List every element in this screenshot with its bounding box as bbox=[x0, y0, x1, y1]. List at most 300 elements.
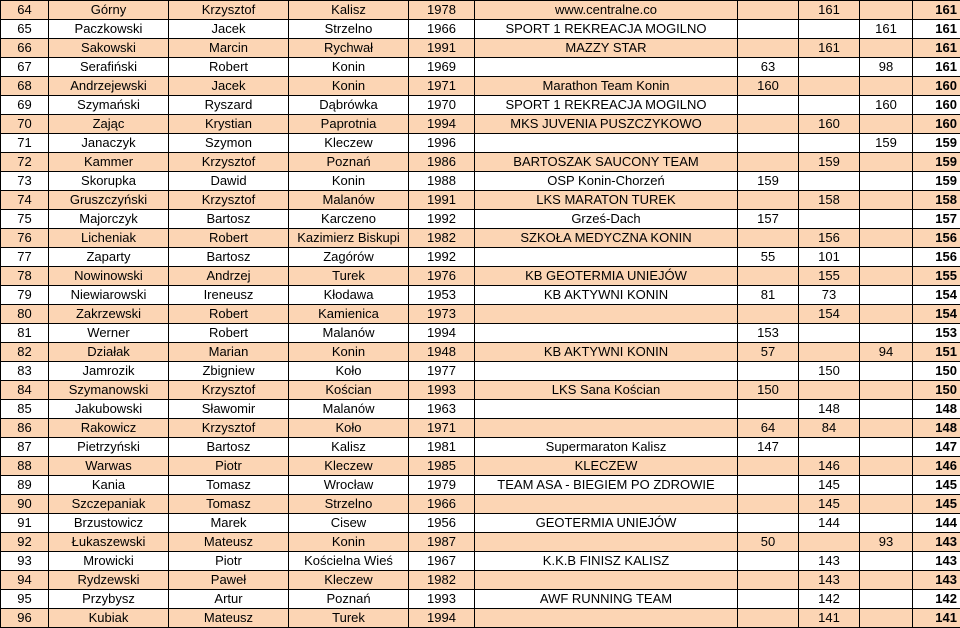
score-1-cell bbox=[738, 134, 799, 153]
total-cell: 143 bbox=[913, 571, 960, 590]
table-row bbox=[1, 419, 960, 438]
score-1-cell bbox=[738, 609, 799, 628]
score-2-cell bbox=[799, 533, 860, 552]
score-3-cell bbox=[860, 248, 913, 267]
city-cell: Konin bbox=[289, 172, 409, 191]
score-3-cell bbox=[860, 552, 913, 571]
club-cell: SPORT 1 REKREACJA MOGILNO bbox=[475, 20, 738, 39]
city-cell: Kościan bbox=[289, 381, 409, 400]
table-row bbox=[1, 115, 960, 134]
score-3-cell: 93 bbox=[860, 533, 913, 552]
table-row bbox=[1, 305, 960, 324]
city-cell: Wrocław bbox=[289, 476, 409, 495]
position-cell: 85 bbox=[1, 400, 49, 419]
surname-cell: Brzustowicz bbox=[49, 514, 169, 533]
score-3-cell bbox=[860, 115, 913, 134]
surname-cell: Zając bbox=[49, 115, 169, 134]
table-row bbox=[1, 457, 960, 476]
total-cell: 160 bbox=[913, 115, 960, 134]
birth-year-cell: 1956 bbox=[409, 514, 475, 533]
score-1-cell bbox=[738, 191, 799, 210]
club-cell bbox=[475, 305, 738, 324]
birth-year-cell: 1986 bbox=[409, 153, 475, 172]
first-name-cell: Bartosz bbox=[169, 438, 289, 457]
score-3-cell bbox=[860, 495, 913, 514]
score-1-cell bbox=[738, 362, 799, 381]
birth-year-cell: 1970 bbox=[409, 96, 475, 115]
city-cell: Konin bbox=[289, 343, 409, 362]
score-3-cell bbox=[860, 514, 913, 533]
table-row bbox=[1, 438, 960, 457]
first-name-cell: Marek bbox=[169, 514, 289, 533]
score-3-cell: 159 bbox=[860, 134, 913, 153]
score-1-cell bbox=[738, 305, 799, 324]
score-1-cell bbox=[738, 400, 799, 419]
birth-year-cell: 1993 bbox=[409, 381, 475, 400]
first-name-cell: Robert bbox=[169, 305, 289, 324]
total-cell: 147 bbox=[913, 438, 960, 457]
position-cell: 79 bbox=[1, 286, 49, 305]
city-cell: Turek bbox=[289, 267, 409, 286]
score-1-cell bbox=[738, 495, 799, 514]
first-name-cell: Dawid bbox=[169, 172, 289, 191]
first-name-cell: Mateusz bbox=[169, 609, 289, 628]
score-2-cell bbox=[799, 172, 860, 191]
city-cell: Paprotnia bbox=[289, 115, 409, 134]
score-3-cell bbox=[860, 229, 913, 248]
table-row bbox=[1, 248, 960, 267]
score-1-cell: 153 bbox=[738, 324, 799, 343]
birth-year-cell: 1985 bbox=[409, 457, 475, 476]
score-2-cell: 73 bbox=[799, 286, 860, 305]
surname-cell: Jamrozik bbox=[49, 362, 169, 381]
surname-cell: Sakowski bbox=[49, 39, 169, 58]
total-cell: 143 bbox=[913, 533, 960, 552]
position-cell: 76 bbox=[1, 229, 49, 248]
table-row bbox=[1, 552, 960, 571]
position-cell: 80 bbox=[1, 305, 49, 324]
total-cell: 145 bbox=[913, 495, 960, 514]
score-1-cell bbox=[738, 115, 799, 134]
city-cell: Koło bbox=[289, 362, 409, 381]
position-cell: 92 bbox=[1, 533, 49, 552]
club-cell: KB AKTYWNI KONIN bbox=[475, 286, 738, 305]
position-cell: 75 bbox=[1, 210, 49, 229]
position-cell: 89 bbox=[1, 476, 49, 495]
club-cell: Supermaraton Kalisz bbox=[475, 438, 738, 457]
table-row bbox=[1, 77, 960, 96]
first-name-cell: Krzysztof bbox=[169, 191, 289, 210]
score-3-cell bbox=[860, 305, 913, 324]
total-cell: 154 bbox=[913, 305, 960, 324]
total-cell: 145 bbox=[913, 476, 960, 495]
position-cell: 94 bbox=[1, 571, 49, 590]
city-cell: Zagórów bbox=[289, 248, 409, 267]
birth-year-cell: 1991 bbox=[409, 39, 475, 58]
total-cell: 148 bbox=[913, 419, 960, 438]
score-2-cell: 155 bbox=[799, 267, 860, 286]
score-2-cell: 144 bbox=[799, 514, 860, 533]
position-cell: 70 bbox=[1, 115, 49, 134]
total-cell: 161 bbox=[913, 58, 960, 77]
score-3-cell bbox=[860, 419, 913, 438]
club-cell: OSP Konin-Chorzeń bbox=[475, 172, 738, 191]
score-3-cell bbox=[860, 191, 913, 210]
total-cell: 158 bbox=[913, 191, 960, 210]
score-3-cell bbox=[860, 571, 913, 590]
surname-cell: Mrowicki bbox=[49, 552, 169, 571]
table-row bbox=[1, 191, 960, 210]
total-cell: 160 bbox=[913, 96, 960, 115]
city-cell: Kleczew bbox=[289, 571, 409, 590]
total-cell: 143 bbox=[913, 552, 960, 571]
position-cell: 83 bbox=[1, 362, 49, 381]
surname-cell: Górny bbox=[49, 1, 169, 20]
first-name-cell: Zbigniew bbox=[169, 362, 289, 381]
total-cell: 154 bbox=[913, 286, 960, 305]
city-cell: Kazimierz Biskupi bbox=[289, 229, 409, 248]
score-1-cell bbox=[738, 267, 799, 286]
position-cell: 65 bbox=[1, 20, 49, 39]
birth-year-cell: 1976 bbox=[409, 267, 475, 286]
score-2-cell: 145 bbox=[799, 495, 860, 514]
position-cell: 74 bbox=[1, 191, 49, 210]
score-3-cell bbox=[860, 381, 913, 400]
city-cell: Kleczew bbox=[289, 134, 409, 153]
city-cell: Turek bbox=[289, 609, 409, 628]
city-cell: Malanów bbox=[289, 324, 409, 343]
first-name-cell: Krzysztof bbox=[169, 1, 289, 20]
birth-year-cell: 1963 bbox=[409, 400, 475, 419]
club-cell: www.centralne.co bbox=[475, 1, 738, 20]
score-2-cell bbox=[799, 381, 860, 400]
club-cell bbox=[475, 324, 738, 343]
surname-cell: Nowinowski bbox=[49, 267, 169, 286]
club-cell: KB AKTYWNI KONIN bbox=[475, 343, 738, 362]
score-1-cell: 160 bbox=[738, 77, 799, 96]
score-2-cell: 161 bbox=[799, 1, 860, 20]
score-2-cell bbox=[799, 438, 860, 457]
score-2-cell bbox=[799, 324, 860, 343]
club-cell: LKS Sana Kościan bbox=[475, 381, 738, 400]
club-cell bbox=[475, 571, 738, 590]
score-2-cell bbox=[799, 343, 860, 362]
first-name-cell: Ireneusz bbox=[169, 286, 289, 305]
birth-year-cell: 1953 bbox=[409, 286, 475, 305]
birth-year-cell: 1982 bbox=[409, 571, 475, 590]
surname-cell: Kania bbox=[49, 476, 169, 495]
birth-year-cell: 1948 bbox=[409, 343, 475, 362]
total-cell: 159 bbox=[913, 134, 960, 153]
score-1-cell bbox=[738, 457, 799, 476]
table-row bbox=[1, 286, 960, 305]
score-3-cell bbox=[860, 153, 913, 172]
first-name-cell: Andrzej bbox=[169, 267, 289, 286]
birth-year-cell: 1966 bbox=[409, 20, 475, 39]
city-cell: Rychwał bbox=[289, 39, 409, 58]
position-cell: 66 bbox=[1, 39, 49, 58]
club-cell: AWF RUNNING TEAM bbox=[475, 590, 738, 609]
position-cell: 68 bbox=[1, 77, 49, 96]
score-3-cell bbox=[860, 172, 913, 191]
city-cell: Kościelna Wieś bbox=[289, 552, 409, 571]
club-cell: GEOTERMIA UNIEJÓW bbox=[475, 514, 738, 533]
club-cell: MAZZY STAR bbox=[475, 39, 738, 58]
first-name-cell: Krzysztof bbox=[169, 381, 289, 400]
table-row bbox=[1, 343, 960, 362]
table-row bbox=[1, 39, 960, 58]
position-cell: 73 bbox=[1, 172, 49, 191]
score-3-cell bbox=[860, 77, 913, 96]
birth-year-cell: 1992 bbox=[409, 248, 475, 267]
score-3-cell bbox=[860, 457, 913, 476]
club-cell: KLECZEW bbox=[475, 457, 738, 476]
club-cell bbox=[475, 248, 738, 267]
club-cell: BARTOSZAK SAUCONY TEAM bbox=[475, 153, 738, 172]
first-name-cell: Tomasz bbox=[169, 476, 289, 495]
score-3-cell: 98 bbox=[860, 58, 913, 77]
surname-cell: Serafiński bbox=[49, 58, 169, 77]
score-2-cell: 158 bbox=[799, 191, 860, 210]
first-name-cell: Bartosz bbox=[169, 248, 289, 267]
table-row bbox=[1, 229, 960, 248]
score-2-cell: 160 bbox=[799, 115, 860, 134]
birth-year-cell: 1967 bbox=[409, 552, 475, 571]
score-3-cell bbox=[860, 400, 913, 419]
table-row bbox=[1, 58, 960, 77]
score-1-cell bbox=[738, 20, 799, 39]
first-name-cell: Artur bbox=[169, 590, 289, 609]
city-cell: Poznań bbox=[289, 153, 409, 172]
city-cell: Cisew bbox=[289, 514, 409, 533]
surname-cell: Pietrzyński bbox=[49, 438, 169, 457]
results-table-body bbox=[1, 1, 960, 628]
position-cell: 82 bbox=[1, 343, 49, 362]
score-1-cell bbox=[738, 153, 799, 172]
city-cell: Kalisz bbox=[289, 1, 409, 20]
surname-cell: Licheniak bbox=[49, 229, 169, 248]
table-row bbox=[1, 514, 960, 533]
position-cell: 77 bbox=[1, 248, 49, 267]
score-1-cell bbox=[738, 590, 799, 609]
club-cell bbox=[475, 609, 738, 628]
birth-year-cell: 1992 bbox=[409, 210, 475, 229]
score-2-cell: 159 bbox=[799, 153, 860, 172]
city-cell: Strzelno bbox=[289, 20, 409, 39]
total-cell: 150 bbox=[913, 362, 960, 381]
score-2-cell: 148 bbox=[799, 400, 860, 419]
score-1-cell: 147 bbox=[738, 438, 799, 457]
club-cell bbox=[475, 58, 738, 77]
birth-year-cell: 1987 bbox=[409, 533, 475, 552]
first-name-cell: Jacek bbox=[169, 20, 289, 39]
city-cell: Kłodawa bbox=[289, 286, 409, 305]
score-3-cell bbox=[860, 1, 913, 20]
city-cell: Konin bbox=[289, 58, 409, 77]
city-cell: Konin bbox=[289, 533, 409, 552]
city-cell: Konin bbox=[289, 77, 409, 96]
score-3-cell bbox=[860, 362, 913, 381]
table-row bbox=[1, 96, 960, 115]
club-cell: K.K.B FINISZ KALISZ bbox=[475, 552, 738, 571]
score-1-cell: 157 bbox=[738, 210, 799, 229]
surname-cell: Jakubowski bbox=[49, 400, 169, 419]
table-row bbox=[1, 134, 960, 153]
table-row bbox=[1, 324, 960, 343]
birth-year-cell: 1973 bbox=[409, 305, 475, 324]
score-2-cell: 156 bbox=[799, 229, 860, 248]
position-cell: 86 bbox=[1, 419, 49, 438]
surname-cell: Kubiak bbox=[49, 609, 169, 628]
table-row bbox=[1, 400, 960, 419]
total-cell: 155 bbox=[913, 267, 960, 286]
first-name-cell: Krystian bbox=[169, 115, 289, 134]
birth-year-cell: 1977 bbox=[409, 362, 475, 381]
score-2-cell bbox=[799, 77, 860, 96]
table-row bbox=[1, 20, 960, 39]
first-name-cell: Bartosz bbox=[169, 210, 289, 229]
club-cell: LKS MARATON TUREK bbox=[475, 191, 738, 210]
city-cell: Malanów bbox=[289, 400, 409, 419]
score-1-cell bbox=[738, 552, 799, 571]
score-1-cell: 150 bbox=[738, 381, 799, 400]
score-3-cell: 94 bbox=[860, 343, 913, 362]
score-2-cell: 143 bbox=[799, 552, 860, 571]
position-cell: 91 bbox=[1, 514, 49, 533]
total-cell: 148 bbox=[913, 400, 960, 419]
total-cell: 161 bbox=[913, 1, 960, 20]
score-1-cell bbox=[738, 514, 799, 533]
total-cell: 151 bbox=[913, 343, 960, 362]
first-name-cell: Robert bbox=[169, 229, 289, 248]
surname-cell: Szymański bbox=[49, 96, 169, 115]
club-cell: MKS JUVENIA PUSZCZYKOWO bbox=[475, 115, 738, 134]
table-row bbox=[1, 381, 960, 400]
total-cell: 159 bbox=[913, 153, 960, 172]
position-cell: 84 bbox=[1, 381, 49, 400]
birth-year-cell: 1981 bbox=[409, 438, 475, 457]
score-3-cell bbox=[860, 286, 913, 305]
first-name-cell: Krzysztof bbox=[169, 419, 289, 438]
club-cell: SZKOŁA MEDYCZNA KONIN bbox=[475, 229, 738, 248]
birth-year-cell: 1994 bbox=[409, 324, 475, 343]
table-row bbox=[1, 267, 960, 286]
birth-year-cell: 1971 bbox=[409, 419, 475, 438]
position-cell: 95 bbox=[1, 590, 49, 609]
city-cell: Kamienica bbox=[289, 305, 409, 324]
city-cell: Poznań bbox=[289, 590, 409, 609]
birth-year-cell: 1982 bbox=[409, 229, 475, 248]
club-cell bbox=[475, 362, 738, 381]
score-3-cell: 161 bbox=[860, 20, 913, 39]
first-name-cell: Marcin bbox=[169, 39, 289, 58]
score-3-cell bbox=[860, 609, 913, 628]
birth-year-cell: 1971 bbox=[409, 77, 475, 96]
club-cell: TEAM ASA - BIEGIEM PO ZDROWIE bbox=[475, 476, 738, 495]
surname-cell: Werner bbox=[49, 324, 169, 343]
score-3-cell bbox=[860, 210, 913, 229]
surname-cell: Skorupka bbox=[49, 172, 169, 191]
score-1-cell: 64 bbox=[738, 419, 799, 438]
total-cell: 153 bbox=[913, 324, 960, 343]
first-name-cell: Tomasz bbox=[169, 495, 289, 514]
city-cell: Kleczew bbox=[289, 457, 409, 476]
surname-cell: Rakowicz bbox=[49, 419, 169, 438]
position-cell: 93 bbox=[1, 552, 49, 571]
first-name-cell: Robert bbox=[169, 58, 289, 77]
surname-cell: Zakrzewski bbox=[49, 305, 169, 324]
birth-year-cell: 1988 bbox=[409, 172, 475, 191]
birth-year-cell: 1996 bbox=[409, 134, 475, 153]
score-2-cell: 84 bbox=[799, 419, 860, 438]
surname-cell: Warwas bbox=[49, 457, 169, 476]
total-cell: 150 bbox=[913, 381, 960, 400]
surname-cell: Łukaszewski bbox=[49, 533, 169, 552]
score-1-cell bbox=[738, 96, 799, 115]
total-cell: 141 bbox=[913, 609, 960, 628]
position-cell: 67 bbox=[1, 58, 49, 77]
total-cell: 156 bbox=[913, 248, 960, 267]
score-3-cell bbox=[860, 267, 913, 286]
surname-cell: Paczkowski bbox=[49, 20, 169, 39]
score-3-cell bbox=[860, 590, 913, 609]
city-cell: Koło bbox=[289, 419, 409, 438]
surname-cell: Kammer bbox=[49, 153, 169, 172]
total-cell: 157 bbox=[913, 210, 960, 229]
first-name-cell: Robert bbox=[169, 324, 289, 343]
city-cell: Dąbrówka bbox=[289, 96, 409, 115]
total-cell: 142 bbox=[913, 590, 960, 609]
score-1-cell: 81 bbox=[738, 286, 799, 305]
first-name-cell: Ryszard bbox=[169, 96, 289, 115]
score-1-cell bbox=[738, 476, 799, 495]
first-name-cell: Krzysztof bbox=[169, 153, 289, 172]
score-1-cell bbox=[738, 39, 799, 58]
total-cell: 144 bbox=[913, 514, 960, 533]
position-cell: 69 bbox=[1, 96, 49, 115]
position-cell: 72 bbox=[1, 153, 49, 172]
surname-cell: Szczepaniak bbox=[49, 495, 169, 514]
position-cell: 90 bbox=[1, 495, 49, 514]
score-3-cell bbox=[860, 438, 913, 457]
city-cell: Karczeno bbox=[289, 210, 409, 229]
club-cell: SPORT 1 REKREACJA MOGILNO bbox=[475, 96, 738, 115]
score-2-cell: 142 bbox=[799, 590, 860, 609]
birth-year-cell: 1994 bbox=[409, 115, 475, 134]
club-cell: Marathon Team Konin bbox=[475, 77, 738, 96]
first-name-cell: Piotr bbox=[169, 552, 289, 571]
score-2-cell bbox=[799, 134, 860, 153]
score-1-cell bbox=[738, 571, 799, 590]
table-row bbox=[1, 1, 960, 20]
table-row bbox=[1, 153, 960, 172]
score-1-cell: 57 bbox=[738, 343, 799, 362]
total-cell: 146 bbox=[913, 457, 960, 476]
first-name-cell: Marian bbox=[169, 343, 289, 362]
score-3-cell bbox=[860, 476, 913, 495]
score-1-cell: 55 bbox=[738, 248, 799, 267]
score-1-cell: 63 bbox=[738, 58, 799, 77]
table-row bbox=[1, 609, 960, 628]
birth-year-cell: 1978 bbox=[409, 1, 475, 20]
score-2-cell bbox=[799, 20, 860, 39]
position-cell: 88 bbox=[1, 457, 49, 476]
total-cell: 159 bbox=[913, 172, 960, 191]
club-cell bbox=[475, 495, 738, 514]
birth-year-cell: 1979 bbox=[409, 476, 475, 495]
surname-cell: Majorczyk bbox=[49, 210, 169, 229]
score-2-cell: 101 bbox=[799, 248, 860, 267]
